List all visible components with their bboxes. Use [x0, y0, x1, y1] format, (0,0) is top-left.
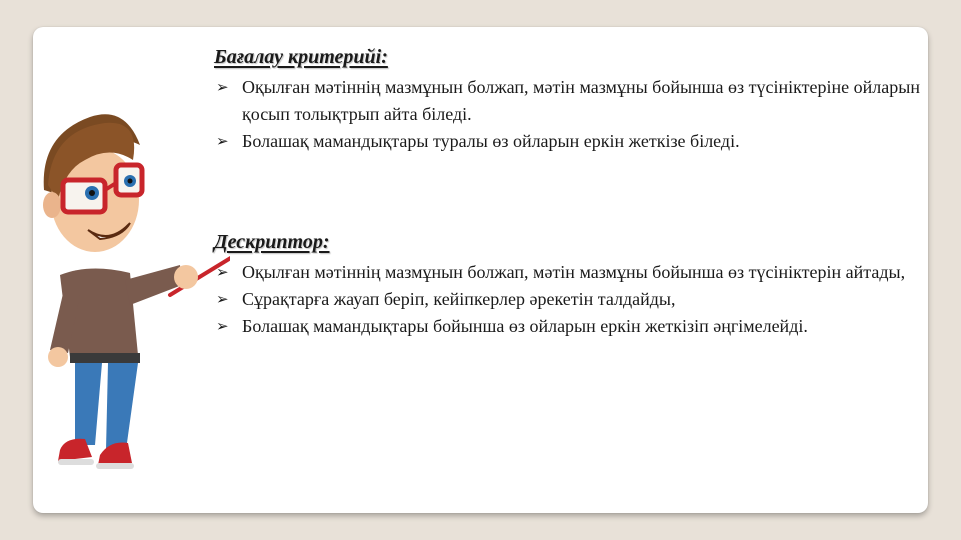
- arrow-bullet-icon: ➢: [216, 263, 229, 281]
- list-item-text: Оқылған мәтіннің мазмұнын болжап, мәтін мазмұны бойынша өз түсініктерін айтады,: [242, 262, 906, 282]
- list-item-text: Сұрақтарға жауап беріп, кейіпкерлер әрекетін талдайды,: [242, 289, 676, 309]
- descriptor-list: [214, 259, 932, 340]
- descriptor-heading: Дескриптор:: [214, 231, 330, 253]
- descriptor-section: [214, 229, 932, 340]
- criteria-list: [214, 74, 932, 155]
- list-item: [214, 313, 932, 340]
- arrow-bullet-icon: ➢: [216, 132, 229, 150]
- teacher-illustration: [30, 105, 230, 480]
- list-item: [214, 74, 932, 128]
- criteria-section: [214, 44, 932, 155]
- criteria-heading: Бағалау критерийі:: [214, 46, 388, 68]
- arrow-bullet-icon: ➢: [216, 317, 229, 335]
- list-item: [214, 286, 932, 313]
- list-item: [214, 259, 932, 286]
- arrow-bullet-icon: ➢: [216, 78, 229, 96]
- arrow-bullet-icon: ➢: [216, 290, 229, 308]
- list-item-text: Болашақ мамандықтары туралы өз ойларын еркін жеткізе біледі.: [242, 131, 740, 151]
- list-item-text: Болашақ мамандықтары бойынша өз ойларын еркін жеткізіп әңгімелейді.: [242, 316, 808, 336]
- list-item-text: Оқылған мәтіннің мазмұнын болжап, мәтін мазмұны бойынша өз түсініктеріне ойларын қосып толықтрып айта біледі.: [242, 77, 920, 124]
- list-item: [214, 128, 932, 155]
